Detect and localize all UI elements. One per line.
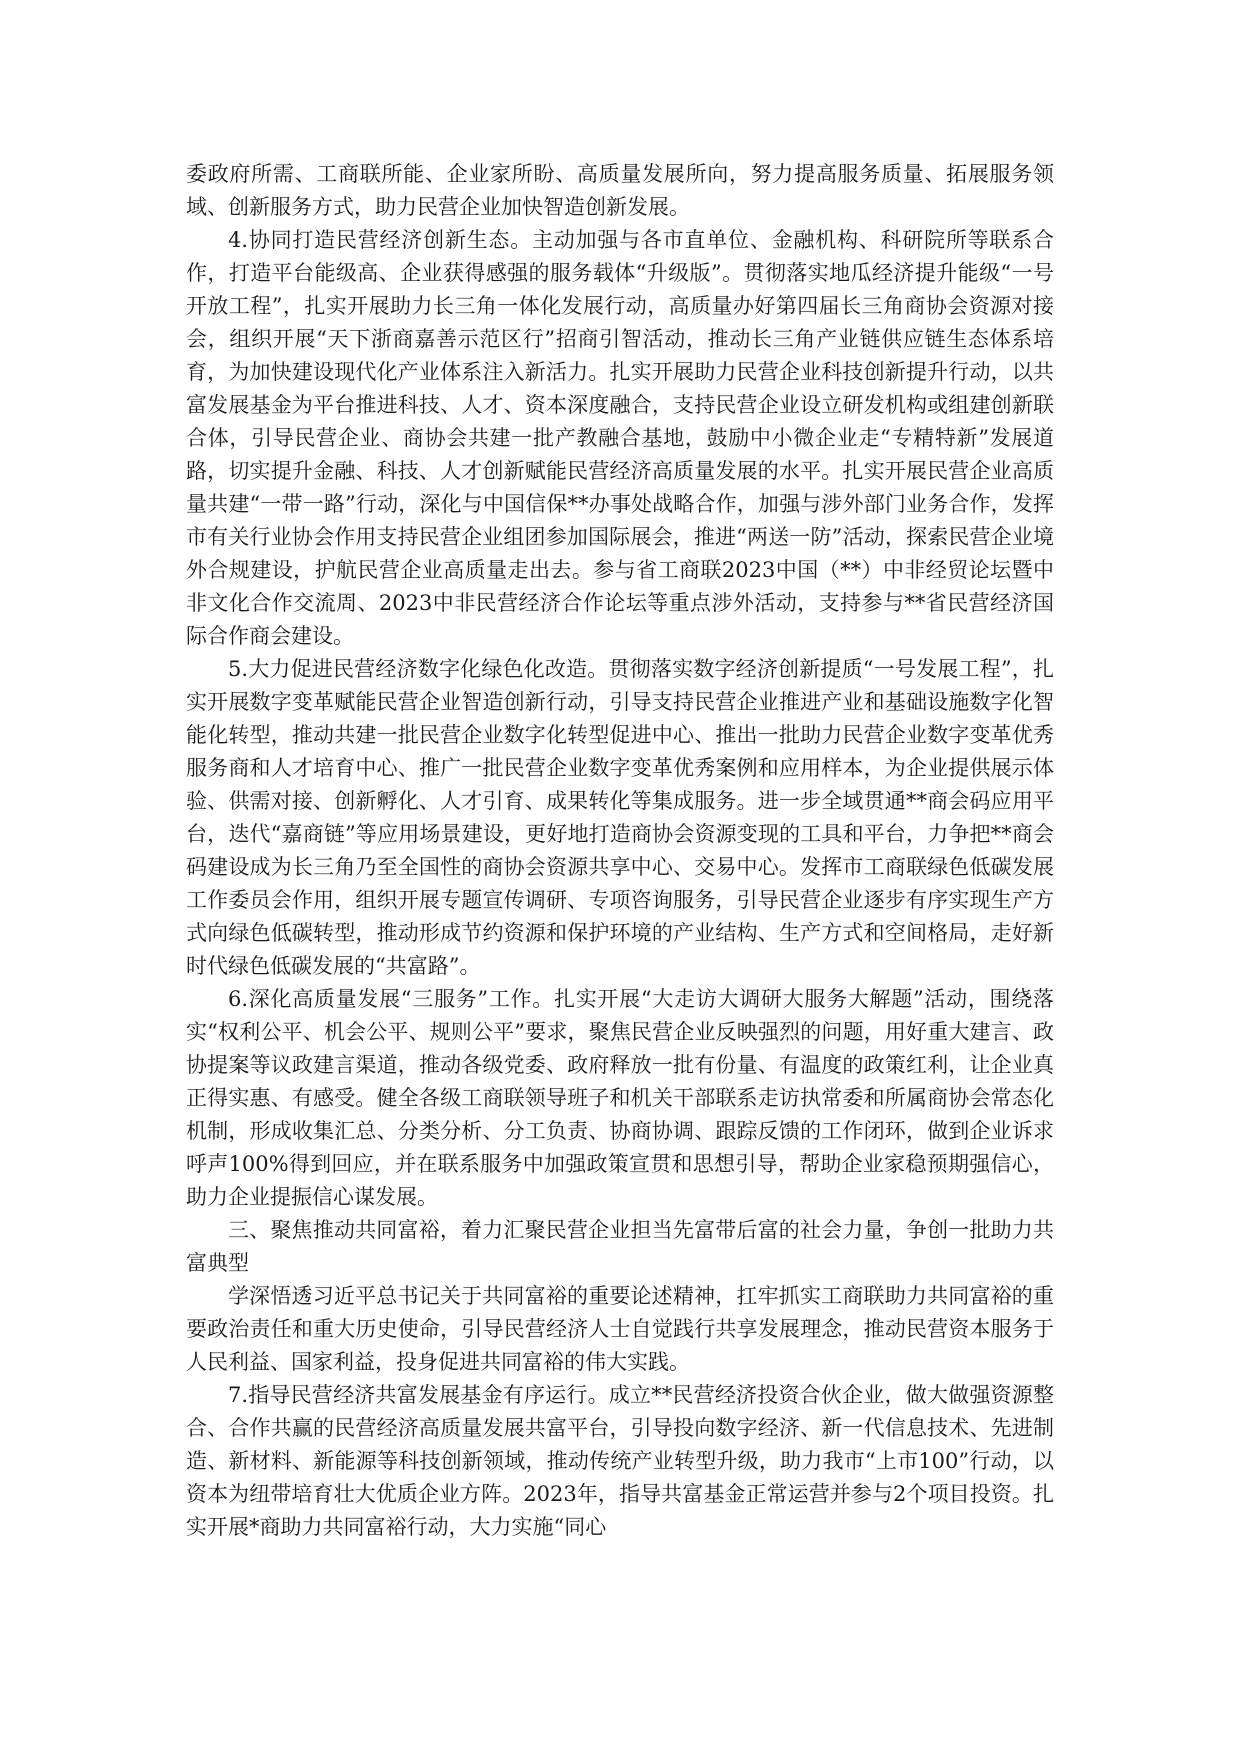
- paragraph-item-6: 6.深化高质量发展“三服务”工作。扎实开展“大走访大调研大服务大解题”活动，围绕落实“权利公平、机会公平、规则公平”要求，聚焦民营企业反映强烈的问题，用好重大建言、政协提案等议政建言渠道，推动各级党委、政府释放一批有份量、有温度的政策红利，让企业真正得实惠、有感受。健全各级工商联领导班子和机关干部联系走访执常委和所属商协会常态化机制，形成收集汇总、分类分析、分工负责、协商协调、跟踪反馈的工作闭环，做到企业诉求呼声100%得到回应，并在联系服务中加强政策宣贯和思想引导，帮助企业家稳预期强信心，助力企业提振信心谋发展。: [186, 987, 1054, 1209]
- section-heading-3: 三、聚焦推动共同富裕，着力汇聚民营企业担当先富带后富的社会力量，争创一批助力共富典型: [186, 1218, 1054, 1275]
- paragraph-continuation: 委政府所需、工商联所能、企业家所盼、高质量发展所向，努力提高服务质量、拓展服务领域、创新服务方式，助力民营企业加快智造创新发展。: [186, 162, 1054, 219]
- section-intro-paragraph: 学深悟透习近平总书记关于共同富裕的重要论述精神，扛牢抓实工商联助力共同富裕的重要政治责任和重大历史使命，引导民营经济人士自觉践行共享发展理念，推动民营资本服务于人民利益、国家利益，投身促进共同富裕的伟大实践。: [186, 1284, 1054, 1374]
- paragraph-item-5: 5.大力促进民营经济数字化绿色化改造。贯彻落实数字经济创新提质“一号发展工程”，扎实开展数字变革赋能民营企业智造创新行动，引导支持民营企业推进产业和基础设施数字化智能化转型，推动共建一批民营企业数字化转型促进中心、推出一批助力民营企业数字变革优秀服务商和人才培育中心、推广一批民营企业数字变革优秀案例和应用样本，为企业提供展示体验、供需对接、创新孵化、人才引育、成果转化等集成服务。进一步全域贯通**商会码应用平台，迭代“嘉商链”等应用场景建设，更好地打造商协会资源变现的工具和平台，力争把**商会码建设成为长三角乃至全国性的商协会资源共享中心、交易中心。发挥市工商联绿色低碳发展工作委员会作用，组织开展专题宣传调研、专项咨询服务，引导民营企业逐步有序实现生产方式向绿色低碳转型，推动形成节约资源和保护环境的产业结构、生产方式和空间格局，走好新时代绿色低碳发展的“共富路”。: [186, 657, 1054, 978]
- paragraph-item-4: 4.协同打造民营经济创新生态。主动加强与各市直单位、金融机构、科研院所等联系合作，打造平台能级高、企业获得感强的服务载体“升级版”。贯彻落实地瓜经济提升能级“一号开放工程”，扎实开展助力长三角一体化发展行动，高质量办好第四届长三角商协会资源对接会，组织开展“天下浙商嘉善示范区行”招商引智活动，推动长三角产业链供应链生态体系培育，为加快建设现代化产业体系注入新活力。扎实开展助力民营企业科技创新提升行动，以共富发展基金为平台推进科技、人才、资本深度融合，支持民营企业设立研发机构或组建创新联合体，引导民营企业、商协会共建一批产教融合基地，鼓励中小微企业走“专精特新”发展道路，切实提升金融、科技、人才创新赋能民营经济高质量发展的水平。扎实开展民营企业高质量共建“一带一路”行动，深化与中国信保**办事处战略合作，加强与涉外部门业务合作，发挥市有关行业协会作用支持民营企业组团参加国际展会，推进“两送一防”活动，探索民营企业境外合规建设，护航民营企业高质量走出去。参与省工商联2023中国（**）中非经贸论坛暨中非文化合作交流周、2023中非民营经济合作论坛等重点涉外活动，支持参与**省民营经济国际合作商会建设。: [186, 228, 1054, 648]
- document-page: [186, 158, 1054, 1544]
- paragraph-item-7: 7.指导民营经济共富发展基金有序运行。成立**民营经济投资合伙企业，做大做强资源整合、合作共赢的民营经济高质量发展共富平台，引导投向数字经济、新一代信息技术、先进制造、新材料、新能源等科技创新领域，推动传统产业转型升级，助力我市“上市100”行动，以资本为纽带培育壮大优质企业方阵。2023年，指导共富基金正常运营并参与2个项目投资。扎实开展*商助力共同富裕行动，大力实施“同心: [186, 1383, 1054, 1539]
